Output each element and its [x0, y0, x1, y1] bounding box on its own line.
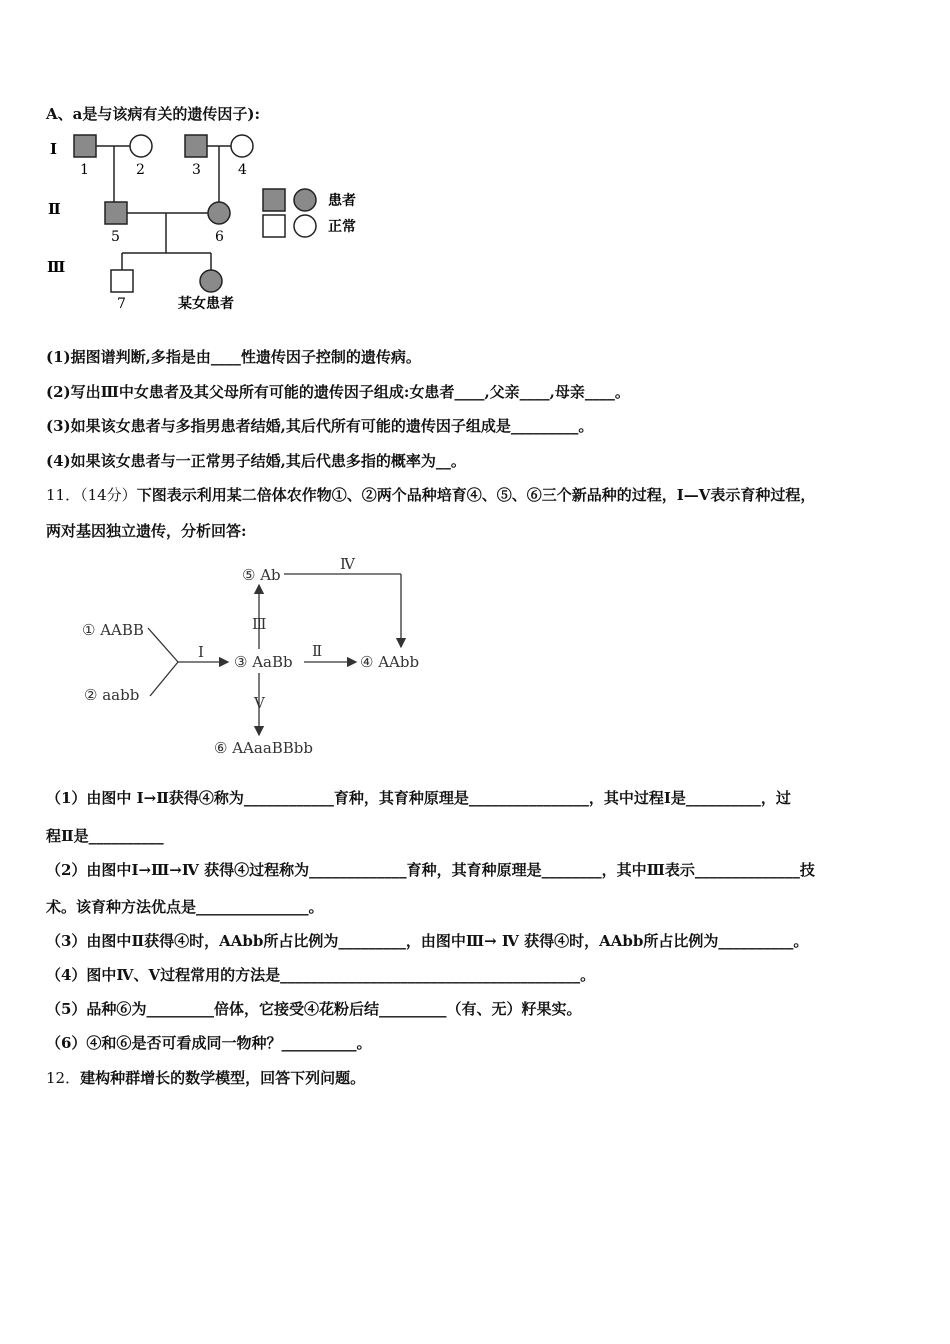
proband-affected-female — [200, 270, 222, 292]
process-4: Ⅳ — [340, 555, 355, 573]
q11-stem: 下图表示利用某二倍体农作物①、②两个品种培育④、⑤、⑥三个新品种的过程，Ⅰ—Ⅴ表示育种过程， — [136, 486, 816, 504]
q10-sub4: (4)如果该女患者与一正常男子结婚,其后代患多指的概率为__。 — [46, 452, 466, 470]
q11-sub1: （1）由图中 Ⅰ→Ⅱ获得④称为____________育种，其育种原理是________________，其中过程Ⅰ是__________，过 — [46, 789, 791, 807]
q10-sub3: (3)如果该女患者与多指男患者结婚,其后代所有可能的遗传因子组成是_________。 — [46, 417, 594, 435]
svg-text:5: 5 — [111, 229, 120, 245]
individual-5-affected-male — [105, 202, 127, 224]
svg-text:2: 2 — [136, 162, 145, 178]
q12-text — [46, 1067, 365, 1088]
individual-6-affected-female — [208, 202, 230, 224]
q11-sub1-cont: 程Ⅱ是__________ — [46, 827, 164, 845]
node-4: ④ AAbb — [360, 653, 420, 671]
q11-text-line2: 两对基因独立遗传，分析回答: — [46, 522, 247, 540]
node-1: ① AABB — [82, 621, 144, 639]
question-number: 12． — [46, 1069, 81, 1087]
individual-7-normal-male — [111, 270, 133, 292]
intro-text: A、a是与该病有关的遗传因子): — [46, 105, 260, 123]
process-5: Ⅴ — [254, 694, 265, 712]
proband-label: 某女患者 — [178, 296, 234, 310]
legend-affected-male — [263, 189, 285, 211]
q11-sub5: （5）品种⑥为_________倍体，它接受④花粉后结_________（有、无）籽果实。 — [46, 1000, 582, 1018]
process-1: Ⅰ — [198, 643, 204, 661]
q10-sub1: (1)据图谱判断,多指是由____性遗传因子控制的遗传病。 — [46, 348, 421, 366]
individual-3-affected-male — [185, 135, 207, 157]
node-6: ⑥ AAaaBBbb — [214, 739, 314, 757]
process-3: Ⅲ — [252, 615, 267, 633]
process-2: Ⅱ — [312, 642, 323, 660]
q10-sub2: (2)写出Ⅲ中女患者及其父母所有可能的遗传因子组成:女患者____,父亲____,母亲____。 — [46, 383, 630, 401]
legend-normal-label: 正常 — [328, 219, 356, 235]
legend-normal-female — [294, 215, 316, 237]
q11-text — [46, 484, 815, 505]
individual-1-affected-male — [74, 135, 96, 157]
score: （14分） — [80, 486, 137, 504]
question-number: 11． — [46, 486, 81, 504]
breeding-diagram — [78, 555, 438, 765]
node-2: ② aabb — [84, 686, 140, 704]
node-5: ⑤ Ab — [242, 566, 281, 584]
q11-sub2-cont: 术。该育种方法优点是_______________。 — [46, 898, 324, 916]
legend-affected-female — [294, 189, 316, 211]
svg-text:7: 7 — [117, 296, 126, 310]
node-3: ③ AaBb — [234, 653, 293, 671]
q11-sub2: （2）由图中Ⅰ→Ⅲ→Ⅳ 获得④过程称为_____________育种，其育种原理是________，其中Ⅲ表示______________技 — [46, 861, 815, 879]
q12-stem: 建构种群增长的数学模型，回答下列问题。 — [80, 1069, 366, 1087]
generation-label: Ⅱ — [48, 200, 61, 218]
svg-text:4: 4 — [238, 162, 247, 178]
generation-label: Ⅲ — [47, 258, 66, 276]
svg-text:1: 1 — [80, 162, 89, 178]
pedigree-chart — [44, 130, 374, 310]
legend-affected-label: 患者 — [328, 193, 356, 209]
q11-sub4: （4）图中Ⅳ、Ⅴ过程常用的方法是________________________________________。 — [46, 966, 596, 984]
legend-normal-male — [263, 215, 285, 237]
generation-label: Ⅰ — [50, 140, 58, 158]
q11-sub6: （6）④和⑥是否可看成同一物种？__________。 — [46, 1034, 372, 1052]
svg-text:3: 3 — [192, 162, 201, 178]
svg-text:6: 6 — [215, 229, 224, 245]
individual-4-normal-female — [231, 135, 253, 157]
q11-sub3: （3）由图中Ⅱ获得④时，AAbb所占比例为_________，由图中Ⅲ→ Ⅳ 获得④时，AAbb所占比例为__________。 — [46, 932, 809, 950]
individual-2-normal-female — [130, 135, 152, 157]
